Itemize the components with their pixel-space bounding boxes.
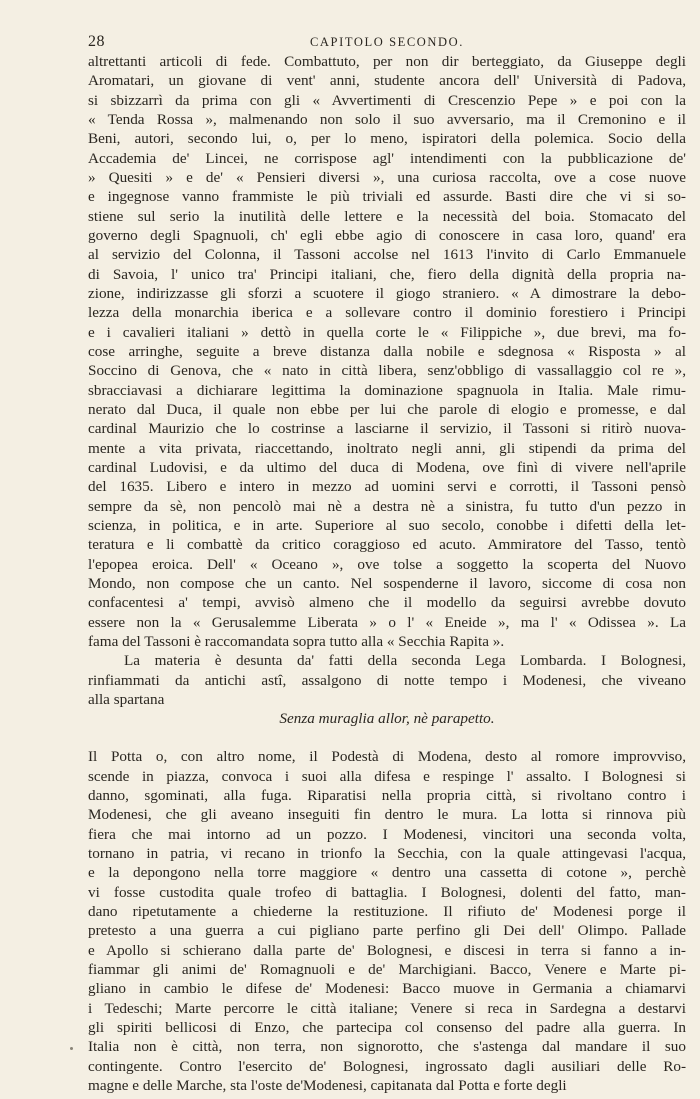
text-line: governo degli Spagnuoli, ch' egli ebbe agio di conoscere in casa loro, quand' era bbox=[88, 226, 686, 244]
text-line: La materia è desunta da' fatti della seconda Lega Lombarda. I Bolognesi, bbox=[124, 652, 686, 670]
text-line: si sbizzarrì da prima con gli « Avvertimenti di Crescenzio Pepe » e poi con la bbox=[88, 91, 686, 109]
text-line: magne e delle Marche, sta l'oste de'Modenesi, capitanata dal Potta e forte degli bbox=[88, 1077, 567, 1095]
paragraph bbox=[88, 52, 686, 651]
text-line: fiammar gli animi de' Romagnuoli e de' Marchigiani. Bacco, Venere e Marte pi- bbox=[88, 961, 686, 979]
text-line: vi fosse custodita quale trofeo di battaglia. I Bolognesi, dolenti del fatto, man- bbox=[88, 883, 686, 901]
text-line: scende in piazza, convoca i suoi alla difesa e respinge l' assalto. I Bolognesi si bbox=[88, 767, 686, 785]
text-line: Accademia de' Lincei, ne corrispose agl' intendimenti con la pubblicazione de' bbox=[88, 149, 686, 167]
paragraph bbox=[88, 651, 686, 709]
text-line: e Apollo si schierano dalla parte de' Bolognesi, e discesi in terra si fanno a in- bbox=[88, 941, 686, 959]
text-line: Modenesi, che gli aveano inseguiti fin dentro le mura. La lotta si rinnova più bbox=[88, 806, 686, 824]
text-line: alla spartana bbox=[88, 690, 165, 708]
text-line: zione, indirizzasse gli sforzi a scuotere il giogo straniero. « A dimostrare la debo- bbox=[88, 284, 686, 302]
text-line: cardinal Maurizio che lo costrinse a lasciarne il servizio, il Tassoni si ritirò nuova- bbox=[88, 420, 686, 438]
text-line: e i cavalieri italiani » dettò in quella corte le « Filippiche », due brevi, ma fo- bbox=[88, 323, 686, 341]
paragraph bbox=[88, 747, 686, 1095]
body-text bbox=[88, 52, 686, 1095]
text-line: Aromatari, un giovane di vent' anni, studente ancora dell' Università di Padova, bbox=[88, 72, 686, 90]
text-line: tornano in patria, vi recano in trionfo la Secchia, con la quale attingevasi l'acqua, bbox=[88, 845, 686, 863]
running-head bbox=[88, 33, 686, 53]
text-line: gliano in cambio le difese de' Modenesi: Bacco muove in Germania a chiamarvi bbox=[88, 980, 686, 998]
text-line: l'epopea eroica. Dell' « Oceano », ove tolse a soggetto la scoperta del Nuovo bbox=[88, 555, 686, 573]
text-line: scienza, in politica, e in arte. Superiore al suo secolo, conobbe i difetti della let- bbox=[88, 516, 686, 534]
text-line: mente a vita privata, riaccettando, inoltrato negli anni, gli stipendi da prima del bbox=[88, 439, 686, 457]
verse-quotation: Senza muraglia allor, nè parapetto. bbox=[279, 710, 495, 728]
text-line: danno, sgominati, alla fuga. Riparatisi nella propria città, si rivoltano contro i bbox=[88, 787, 686, 805]
chapter-title: CAPITOLO SECONDO. bbox=[309, 35, 465, 49]
text-line: teratura e li combattè da critico coraggioso ed acuto. Ammiratore del Tasso, tentò bbox=[88, 536, 686, 554]
text-line: sbracciavasi a dichiarare legittima la dominazione spagnuola in Italia. Male rimu- bbox=[88, 381, 686, 399]
text-line: Il Potta o, con altro nome, il Podestà di Modena, desto al romore improvviso, bbox=[88, 748, 686, 766]
text-line: fiera che mai intorno ad un pozzo. I Modenesi, vincitori una seconda volta, bbox=[88, 825, 686, 843]
page-number: 28 bbox=[88, 33, 105, 50]
text-line: fama del Tassoni è raccomandata sopra tutto alla « Secchia Rapita ». bbox=[88, 632, 505, 650]
text-line: Mondo, non compose che un canto. Nel sospenderne il lavoro, siccome di cosa non bbox=[88, 574, 686, 592]
text-line: del 1635. Libero e intero in mezzo ad uomini servi e corrotti, il Tassoni pensò bbox=[88, 478, 686, 496]
text-line: confacentesi a' tempi, avvisò almeno che il modello da seguirsi avrebbe dovuto bbox=[88, 594, 686, 612]
text-line: cose arringhe, seguite a breve distanza dalla nobile e sdegnosa « Risposta » al bbox=[88, 342, 686, 360]
text-line: cardinal Ludovisi, e da ultimo del duca di Modena, ove finì di vivere nell'aprile bbox=[88, 458, 686, 476]
text-line: « Tenda Rossa », malmenando non solo il suo avversario, ma il Cremonino e il bbox=[88, 110, 686, 128]
text-line: Beni, autori, secondo lui, o, per lo meno, ispiratori della polemica. Socio della bbox=[88, 130, 686, 148]
paragraph-gap bbox=[88, 728, 686, 747]
text-line: sempre da sè, non pencolò mai nè a destra nè a sinistra, fu tutto d'un pezzo in bbox=[88, 497, 686, 515]
text-line: stiene sul serio la inutilità delle lettere e la necessità del boia. Stomacato del bbox=[88, 207, 686, 225]
text-line: altrettanti articoli di fede. Combattuto, per non dir berteggiato, da Giuseppe degli bbox=[88, 53, 686, 70]
text-line: lezza della monarchia iberica e a sollevare contro il dominio forestiero i Principi bbox=[88, 304, 686, 322]
text-line: di Savoia, l' unico tra' Principi italiani, che, fiero della dignità della propria na- bbox=[88, 265, 686, 283]
text-line: rinfiammati da antichi astî, assalgono di notte tempo i Modenesi, che viveano bbox=[88, 671, 686, 689]
text-line: » Quesiti » e de' « Pensieri diversi », una curiosa raccolta, ove a cose nuove bbox=[88, 168, 686, 186]
text-line: Soccino di Genova, che « nato in città libera, senz'obbligo di vassallaggio col re », bbox=[88, 362, 686, 380]
text-line: gli spiriti bellicosi di Enzo, che partecipa col consenso del padre alla guerra. In bbox=[88, 1019, 686, 1037]
text-line: Italia non è città, non terra, non signorotto, che s'astenga dal mandare il suo bbox=[88, 1038, 686, 1056]
text-line: nerato dal Duca, il quale non ebbe per lui che parole di elogio e promesse, e dal bbox=[88, 400, 686, 418]
text-line: al servizio del Colonna, il Tassoni accolse nel 1613 l'invito di Carlo Emmanuele bbox=[88, 246, 686, 264]
text-line: e la depongono nella torre maggiore « dentro una cassetta di cotone », perchè bbox=[88, 864, 686, 882]
paper-speck bbox=[70, 1047, 73, 1050]
text-line: i Tedeschi; Marte percorre le città italiane; Venere si reca in Sardegna a destarvi bbox=[88, 999, 686, 1017]
text-line: pretesto a una guerra a cui pigliano parte perfino gli Dei dell' Olimpo. Pallade bbox=[88, 922, 686, 940]
text-line: essere non la « Gerusalemme Liberata » o l' « Eneide », ma l' « Odissea ». La bbox=[88, 613, 686, 631]
text-line: contingente. Contro l'esercito de' Bolognesi, ingrossato dagli ausiliari delle Ro- bbox=[88, 1057, 686, 1075]
text-line: e ingegnose vanno frammiste le più triviali ed assurde. Basti dire che vi si so- bbox=[88, 188, 686, 206]
text-line: dano ripetutamente a chiederne la restituzione. Il rifiuto de' Modenesi porge il bbox=[88, 903, 686, 921]
